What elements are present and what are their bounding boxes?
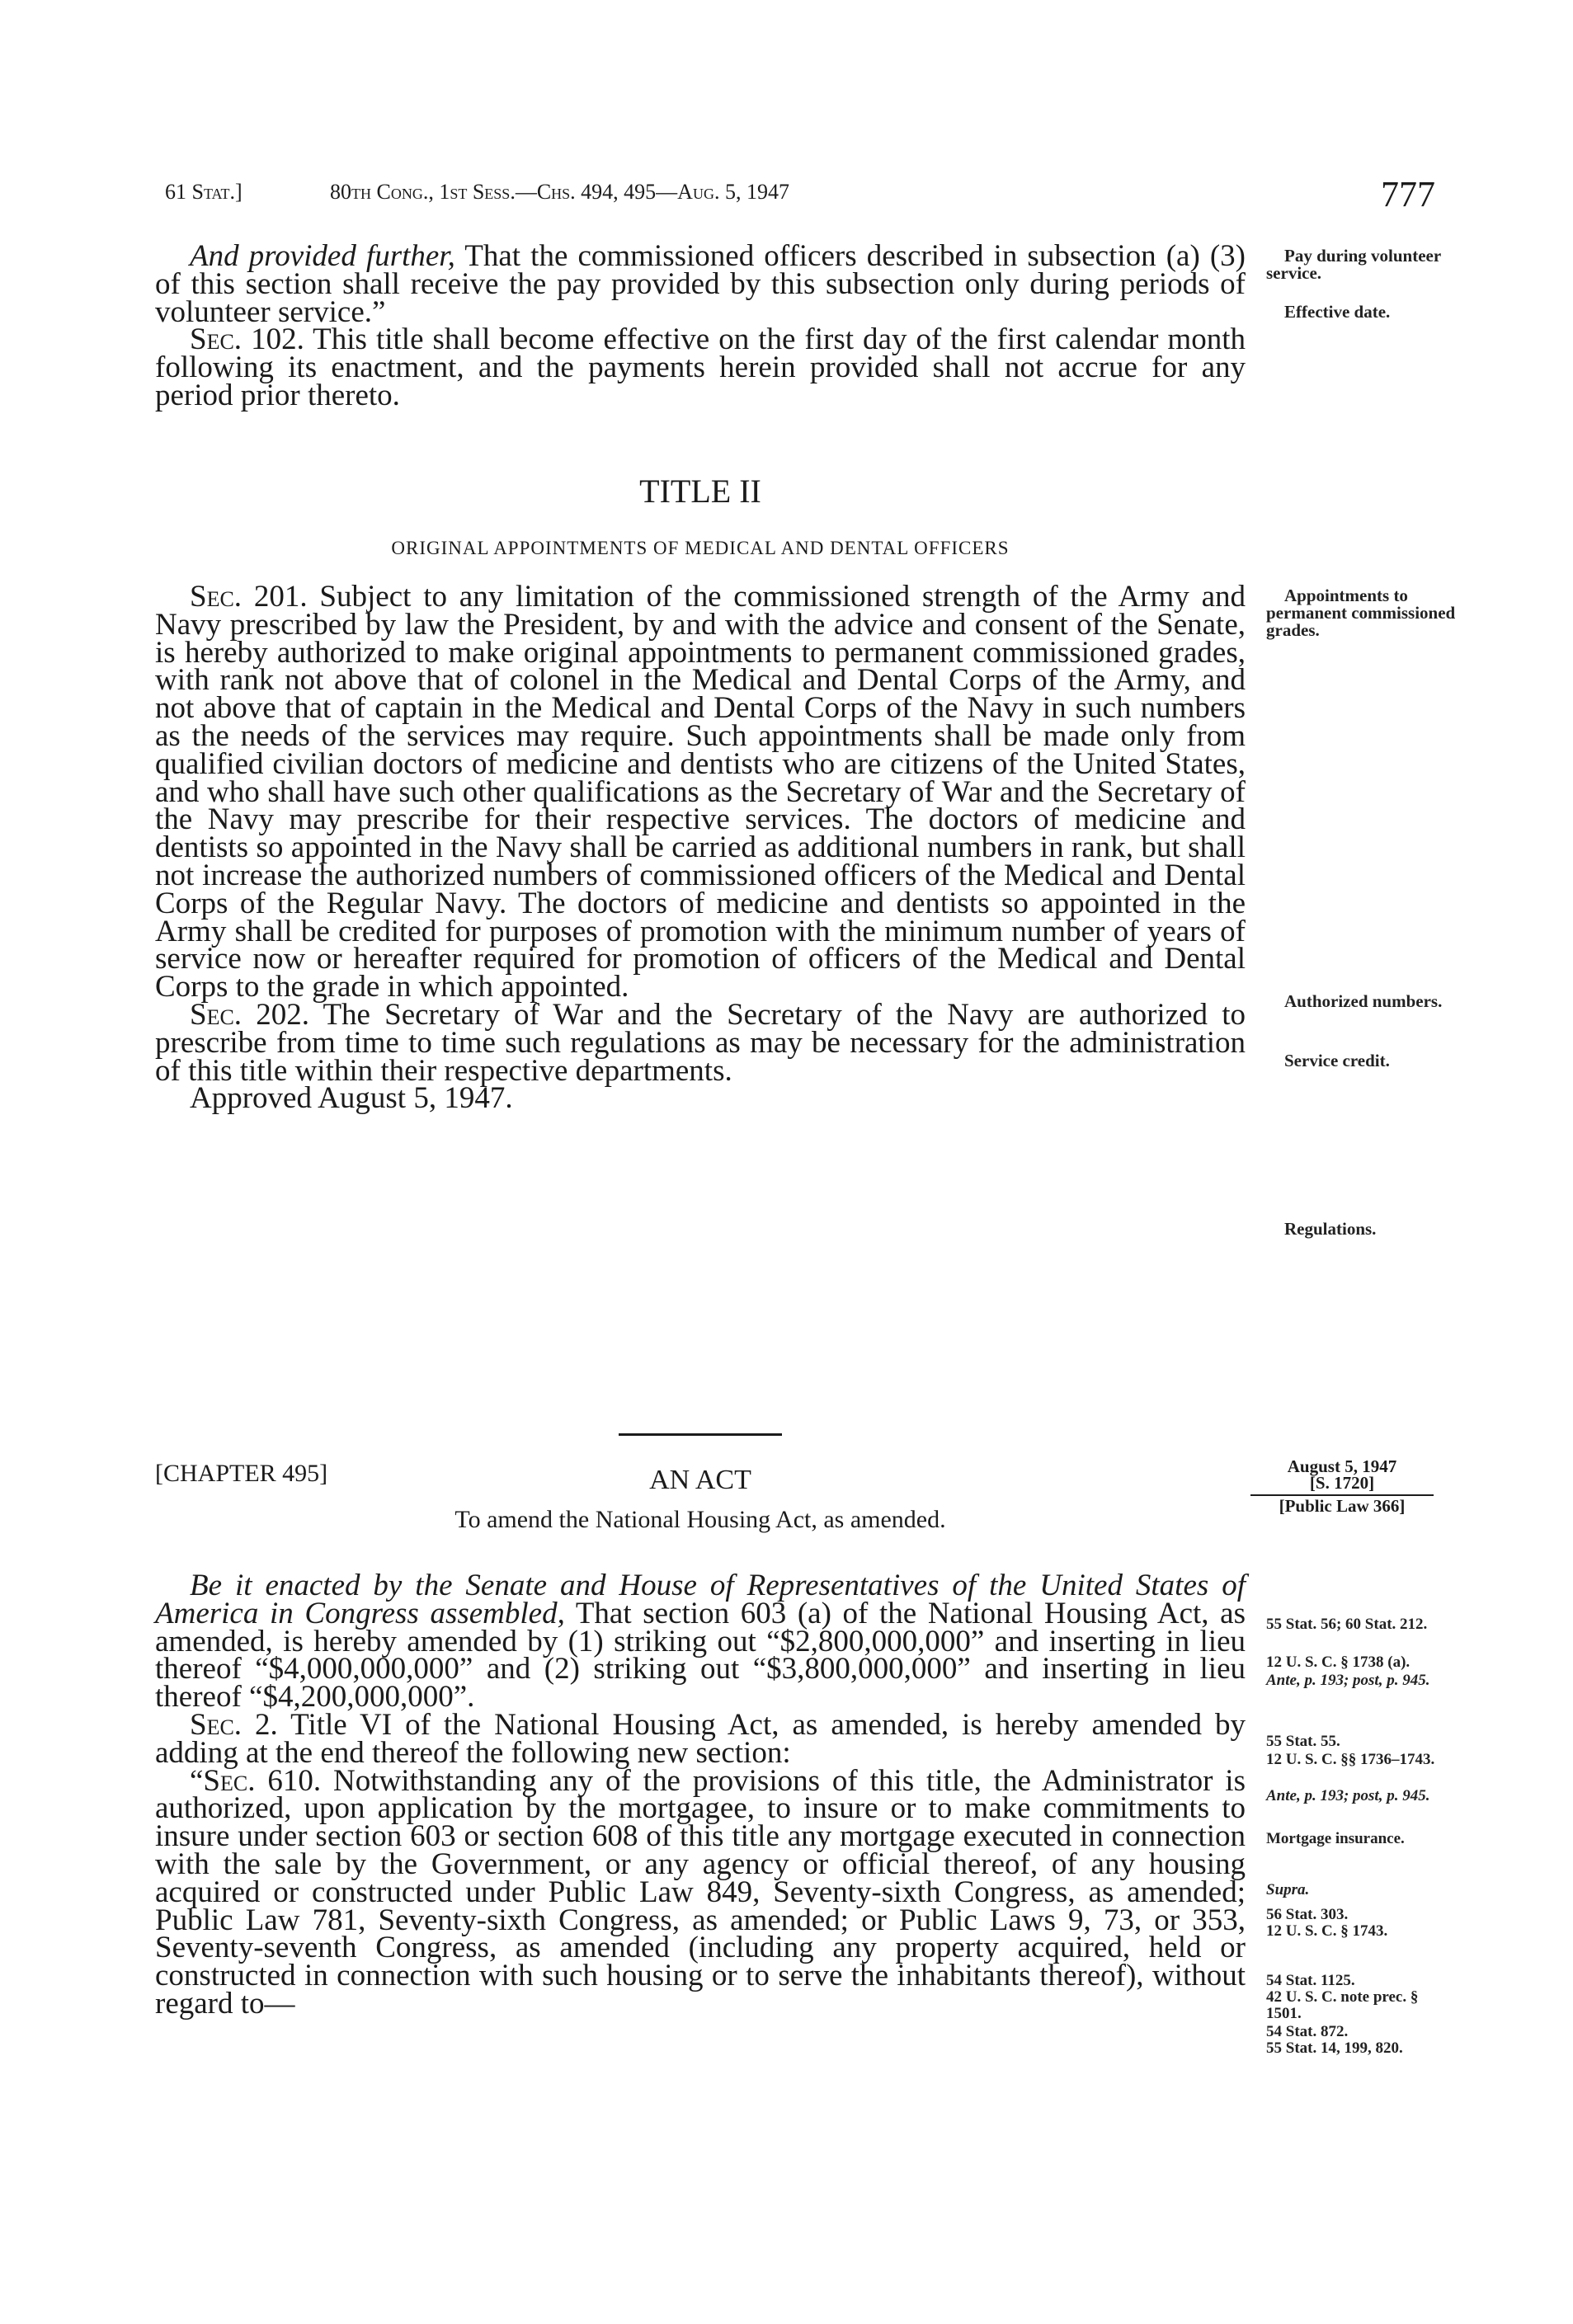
top-text-block — [155, 239, 1246, 412]
provided-further-text: That the commissioned officers described in subsection (a) (3) of this section shall receive the pay provided by this subsection only during periods of volunteer service.” — [155, 239, 1246, 329]
senate-bill-number: [S. 1720] — [1309, 1473, 1375, 1493]
margin-cite-ante-193-b: Ante, p. 193; post, p. 945. — [1266, 1787, 1430, 1804]
act-purpose: To amend the National Housing Act, as amended. — [454, 1506, 946, 1533]
margin-note-appointments: Appointments to permanent commissioned grades. — [1266, 586, 1456, 640]
sec-201-label: Sec. 201. — [190, 580, 308, 614]
section-rule — [619, 1433, 782, 1436]
margin-cite-54-stat-1125: 54 Stat. 1125. — [1266, 1972, 1355, 1989]
enacting-clause-text: That section 603 (a) of the National Housing Act, as amended, is hereby amended by (1) striking out “$2,800,000,000” and inserting in lieu thereof “$4,000,000,000” and (2) striking out “$3,800,000,000” and inserting in lieu thereof “$4,200,000,000”. — [155, 1596, 1246, 1715]
margin-cite-12-usc-1736: 12 U. S. C. §§ 1736–1743. — [1266, 1751, 1435, 1768]
sections-201-202-block — [155, 580, 1246, 1116]
enactment-date-block — [1250, 1458, 1434, 1514]
paragraph-sec-202 — [155, 997, 1246, 1088]
sec-2-text: Title VI of the National Housing Act, as amended, is hereby amended by adding at the end thereof the following new section: — [155, 1707, 1246, 1770]
title-ii-subheading: ORIGINAL APPOINTMENTS OF MEDICAL AND DENTAL OFFICERS — [391, 538, 1010, 558]
public-law-number: [Public Law 366] — [1279, 1496, 1406, 1516]
margin-note-regulations: Regulations. — [1284, 1219, 1377, 1239]
page-number: 777 — [1381, 174, 1435, 214]
chapter-label: [CHAPTER 495] — [155, 1460, 328, 1487]
margin-cite-55-stat-55: 55 Stat. 55. — [1266, 1733, 1340, 1750]
sec-201-text: Subject to any limitation of the commissioned strength of the Army and Navy prescribed by law the President, by and with the advice and consent of the Senate, is hereby authorized to make original appointments to permanent commissioned grades, with rank not above that of colonel in the Medical and Dental Corps of the Army, and not above that of captain in the Medical and Dental Corps of the Navy in such numbers as the needs of the services may require. Such appointments shall be made only from qualified civilian doctors of medicine and dentists who are citizens of the United States, and who shall have such other qualifications as the Secretary of War and the Secretary of the Navy may prescribe for their respective services. The doctors of medicine and dentists so appointed in the Navy shall be carried as additional numbers in rank, but shall not increase the authorized numbers of commissioned officers of the Medical and Dental Corps of the Regular Navy. The doctors of medicine and dentists so appointed in the Army shall be credited for purposes of promotion with the minimum number of years of service now or hereafter required for promotion of officers of the Medical and Dental Corps to the grade in which appointed. — [155, 580, 1246, 1004]
sec-610-text: Notwithstanding any of the provisions of this title, the Administrator is authorized, upon application by the mortgagee, to insure or to make commitments to insure under section 603 or section 608 of this title any mortgage executed in connection with the sale by the Government, or any agency or official thereof, of any housing acquired or constructed under Public Law 849, Seventy-sixth Congress, as amended; Public Law 781, Seventy-sixth Congress, as amended; or Public Laws 9, 73, or 353, Seventy-seventh Congress, as amended (including any property acquired, held or constructed in connection with such housing or to serve the inhabitants thereof), without regard to— — [155, 1763, 1246, 2021]
paragraph-sec-2 — [155, 1707, 1246, 1770]
margin-cite-12-usc-1743: 12 U. S. C. § 1743. — [1266, 1922, 1388, 1940]
margin-cite-55-stat-14: 55 Stat. 14, 199, 820. — [1266, 2039, 1403, 2057]
margin-cite-56-stat-303: 56 Stat. 303. — [1266, 1906, 1349, 1923]
margin-note-effective-date: Effective date. — [1284, 302, 1391, 322]
margin-cite-55-stat-56: 55 Stat. 56; 60 Stat. 212. — [1266, 1616, 1428, 1633]
sec-202-text: The Secretary of War and the Secretary of the Navy are authorized to prescribe from time to time such regulations as may be necessary for the administration of this title within their respective departments. — [155, 997, 1246, 1088]
sec-102-label: Sec. 102. — [190, 322, 304, 357]
margin-note-pay-during: Pay during volunteer service. — [1266, 246, 1441, 283]
paragraph-sec-610 — [155, 1763, 1246, 2021]
enacting-clause-italic: Be it enacted by the Senate and House of Representatives of the United States of America in Congress assembled, — [155, 1569, 1246, 1630]
margin-cite-ante-193: Ante, p. 193; post, p. 945. — [1266, 1672, 1430, 1689]
sec-610-label: “Sec. 610. — [190, 1763, 322, 1798]
running-header — [165, 174, 1435, 214]
housing-act-block — [155, 1569, 1246, 2021]
an-act-heading: AN ACT — [649, 1465, 751, 1495]
margin-cite-54-stat-872: 54 Stat. 872. — [1266, 2023, 1349, 2040]
margin-cite-12-usc-1738: 12 U. S. C. § 1738 (a). — [1266, 1654, 1411, 1671]
enactment-date: August 5, 1947 — [1287, 1456, 1397, 1476]
title-ii-heading: TITLE II — [639, 473, 761, 510]
paragraph-sec-201 — [155, 580, 1246, 1004]
margin-cite-42-usc: 42 U. S. C. note prec. § 1501. — [1266, 1988, 1419, 2022]
margin-note-mortgage-insurance: Mortgage insurance. — [1266, 1830, 1405, 1847]
header-citation: 61 Stat.] — [165, 180, 243, 204]
margin-note-service-credit: Service credit. — [1284, 1051, 1390, 1070]
margin-cite-supra: Supra. — [1266, 1881, 1310, 1898]
paragraph-provided-further — [155, 239, 1246, 329]
provided-further-italic: And provided further, — [190, 239, 455, 273]
sec-2-label: Sec. 2. — [190, 1707, 278, 1742]
paragraph-sec-102 — [155, 322, 1246, 412]
paragraph-enacting-clause — [155, 1569, 1246, 1715]
margin-note-authorized-numbers: Authorized numbers. — [1284, 991, 1443, 1011]
sec-102-text: This title shall become effective on the first day of the first calendar month following its enactment, and the payments herein provided shall not accrue for any period prior thereto. — [155, 322, 1246, 412]
sec-202-label: Sec. 202. — [190, 997, 309, 1032]
approved-line: Approved August 5, 1947. — [190, 1081, 513, 1116]
header-session: 80th Cong., 1st Sess.—Chs. 494, 495—Aug. 5, 1947 — [330, 180, 789, 204]
